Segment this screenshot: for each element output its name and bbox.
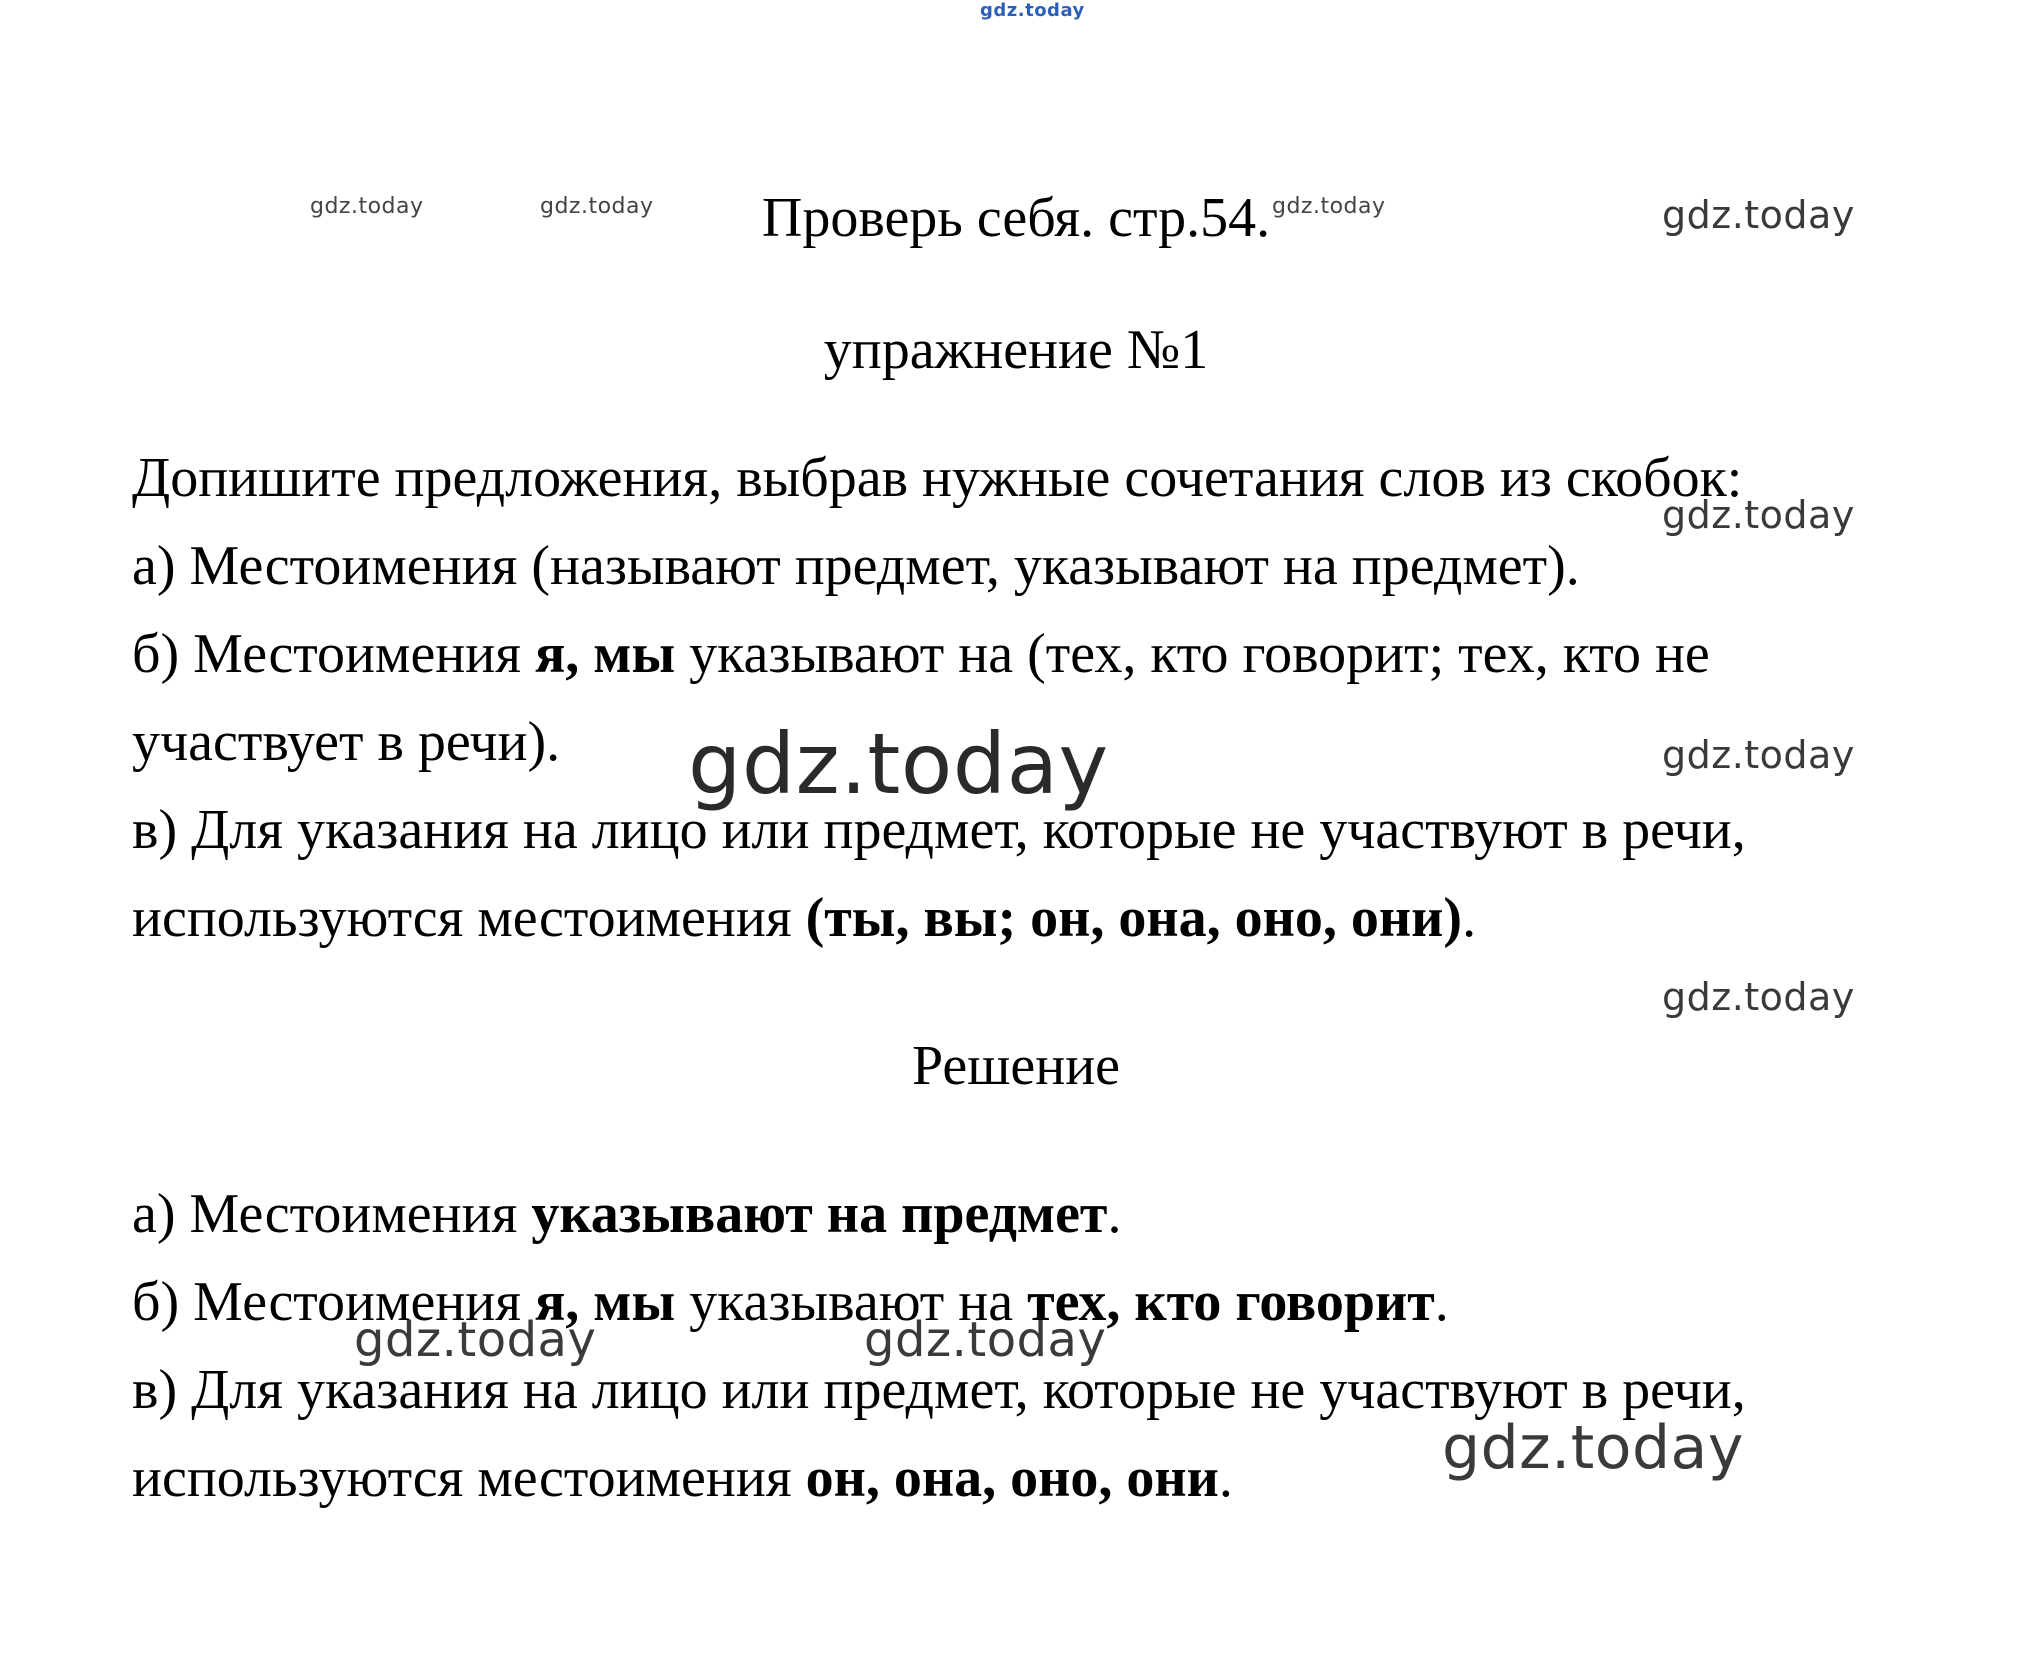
text: используются местоимения xyxy=(132,1447,806,1509)
watermark: gdz.today xyxy=(1442,1413,1744,1483)
text: а) Местоимения xyxy=(132,1183,532,1245)
watermark: gdz.today xyxy=(354,1312,597,1368)
task-item-b xyxy=(132,623,1892,685)
page-title: Проверь себя. стр.54. xyxy=(761,187,1271,249)
watermark: gdz.today xyxy=(540,194,654,219)
bold-text: (ты, вы; он, она, оно, они) xyxy=(805,887,1463,949)
text: . xyxy=(1462,887,1477,949)
watermark: gdz.today xyxy=(688,715,1109,813)
solution-item-b xyxy=(132,1271,1892,1333)
watermark: gdz.today xyxy=(1662,975,1855,1019)
solution-item-a xyxy=(132,1183,1892,1245)
watermark: gdz.today xyxy=(310,194,424,219)
text: . xyxy=(1218,1447,1233,1509)
task-item-b-cont: участвует в речи). xyxy=(132,711,561,773)
exercise-title: упражнение №1 xyxy=(823,319,1209,381)
text: б) Местоимения xyxy=(132,1271,535,1333)
watermark: gdz.today xyxy=(864,1312,1107,1368)
solution-item-c: в) Для указания на лицо или предмет, которые не участвуют в речи, xyxy=(132,1359,1746,1421)
bold-text: я, мы xyxy=(535,623,676,685)
text: б) Местоимения xyxy=(132,623,535,685)
task-item-a: а) Местоимения (называют предмет, указывают на предмет). xyxy=(132,535,1580,597)
task-intro: Допишите предложения, выбрав нужные сочетания слов из скобок: xyxy=(132,447,1743,509)
bold-text: он, она, оно, они xyxy=(805,1447,1219,1509)
bold-text: тех, кто говорит xyxy=(1027,1271,1435,1333)
bold-text: я, мы xyxy=(535,1271,676,1333)
task-item-c-cont xyxy=(132,887,1892,949)
text: . xyxy=(1434,1271,1449,1333)
bold-text: указывают на предмет xyxy=(531,1183,1108,1245)
text: используются местоимения xyxy=(132,887,806,949)
watermark: gdz.today xyxy=(1272,194,1386,219)
text: указывают на xyxy=(675,1271,1028,1333)
text: . xyxy=(1107,1183,1122,1245)
watermark: gdz.today xyxy=(980,0,1085,21)
watermark: gdz.today xyxy=(1662,193,1855,237)
watermark: gdz.today xyxy=(1662,733,1855,777)
text: указывают на (тех, кто говорит; тех, кто не xyxy=(675,623,1710,685)
task-item-c: в) Для указания на лицо или предмет, которые не участвуют в речи, xyxy=(132,799,1746,861)
watermark: gdz.today xyxy=(1662,493,1855,537)
solution-heading: Решение xyxy=(911,1035,1121,1097)
